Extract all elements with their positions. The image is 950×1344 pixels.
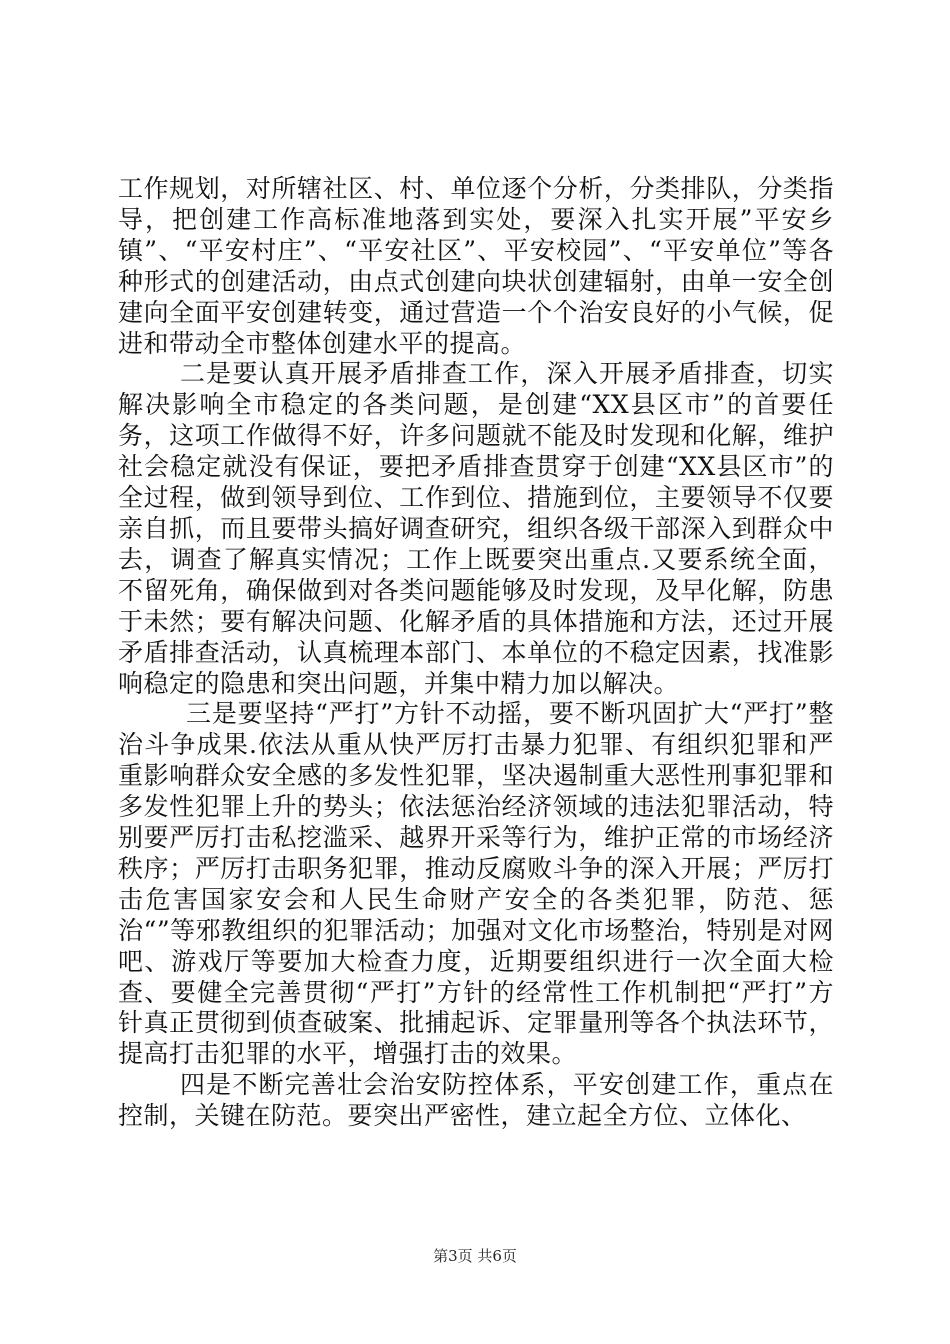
document-body	[118, 174, 834, 1132]
paragraph-fourth-point: 四是不断完善壮会治安防控体系，平安创建工作，重点在控制，关键在防范。要突出严密性，建立起全方位、立体化、	[118, 1070, 834, 1131]
page-number-footer: 第3页 共6页	[433, 1247, 517, 1265]
paragraph-continuation: 工作规划，对所辖社区、村、单位逐个分析，分类排队，分类指导，把创建工作高标准地落到实处，要深入扎实开展”平安乡镇”、“平安村庄”、“平安社区”、平安校园”、“平安单位”等各种形式的创建活动，由点式创建向块状创建辐射，由单一安全创建向全面平安创建转变，通过营造一个个治安良好的小气候，促进和带动全市整体创建水平的提高。	[118, 174, 834, 358]
paragraph-third-point: 三是要坚持“严打”方针不动摇，要不断巩固扩大“严打”整治斗争成果.依法从重从快严厉打击暴力犯罪、有组织犯罪和严重影响群众安全感的多发性犯罪，坚决遏制重大恶性刑事犯罪和多发性犯罪上升的势头；依法惩治经济领域的违法犯罪活动，特别要严厉打击私挖滥采、越界开采等行为，维护正常的市场经济秩序；严厉打击职务犯罪，推动反腐败斗争的深入开展；严厉打击危害国家安会和人民生命财产安全的各类犯罪，防范、惩治“”等邪教组织的犯罪活动；加强对文化市场整治，特别是对网吧、游戏厅等要加大检查力度，近期要组织进行一次全面大检查、要健全完善贯彻“严打”方针的经常性工作机制把“严打”方针真正贯彻到侦查破案、批捕起诉、定罪量刑等各个执法环节，提高打击犯罪的水平，增强打击的效果。	[118, 699, 834, 1069]
paragraph-second-point: 二是要认真开展矛盾排查工作，深入开展矛盾排查，切实解决影响全市稳定的各类问题，是创建“XX县区市”的首要任务，这项工作做得不好，许多问题就不能及时发现和化解，维护社会稳定就没有保证，要把矛盾排查贯穿于创建“XX县区市”的全过程，做到领导到位、工作到位、措施到位，主要领导不仅要亲自抓，而且要带头搞好调查研究，组织各级干部深入到群众中去，调查了解真实情况；工作上既要突出重点.又要系统全面，不留死角，确保做到对各类问题能够及时发现，及早化解，防患于未然；要有解决问题、化解矛盾的具体措施和方法，还过开展矛盾排查活动，认真梳理本部门、本单位的不稳定因素，找准影响稳定的隐患和突出问题，并集中精力加以解决。	[118, 359, 834, 698]
